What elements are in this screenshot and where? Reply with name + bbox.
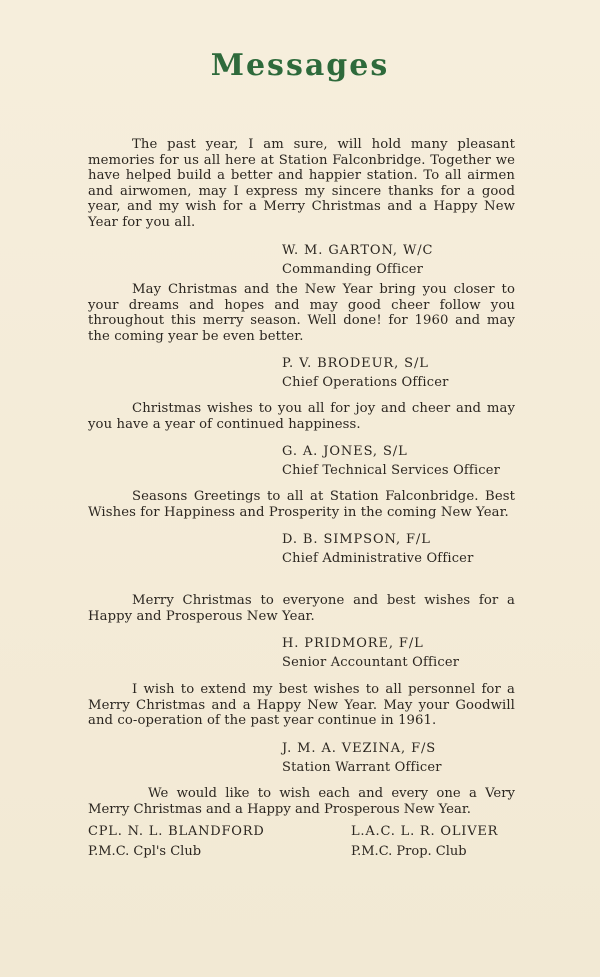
signature xyxy=(282,241,515,279)
signature-role: P.M.C. Cpl's Club xyxy=(88,844,202,859)
signature xyxy=(282,634,515,672)
signature-name: G. A. JONES, S/L xyxy=(282,444,408,460)
signature-name: L.A.C. L. R. OLIVER xyxy=(351,824,499,839)
signature-role: Chief Technical Services Officer xyxy=(282,463,501,479)
footer-signature-left xyxy=(88,822,265,862)
footer-signature-right xyxy=(351,822,498,862)
signature xyxy=(282,354,515,392)
final-message: We would like to wish each and every one a Very Merry Christmas and a Happy and Prosperous New Year. xyxy=(88,786,515,817)
signature-role: P.M.C. Prop. Club xyxy=(351,844,467,859)
signature-role: Station Warrant Officer xyxy=(282,759,442,775)
signature-name: D. B. SIMPSON, F/L xyxy=(282,532,431,548)
message-text: Merry Christmas to everyone and best wishes for a Happy and Prosperous New Year. xyxy=(88,593,515,624)
page-title: Messages xyxy=(210,48,390,83)
message-1 xyxy=(88,137,515,279)
message-text: Christmas wishes to you all for joy and cheer and may you have a year of continued happiness. xyxy=(88,401,515,432)
message-4 xyxy=(88,489,515,568)
signature-name: W. M. GARTON, W/C xyxy=(282,242,434,258)
message-text: May Christmas and the New Year bring you closer to your dreams and hopes and may good cheer follow you throughout this merry season. Well done! for 1960 and may the coming year be even better. xyxy=(88,282,515,344)
message-5 xyxy=(88,593,515,672)
message-6 xyxy=(88,682,515,777)
message-text: I wish to extend my best wishes to all personnel for a Merry Christmas and a Happy New Year. May your Goodwill and co-operation of the past year continue in 1961. xyxy=(88,682,515,729)
signature-role: Senior Accountant Officer xyxy=(282,655,460,671)
signature-name: H. PRIDMORE, F/L xyxy=(282,636,424,652)
signature-role: Commanding Officer xyxy=(282,261,424,277)
signature-name: P. V. BRODEUR, S/L xyxy=(282,356,429,372)
signature-role: Chief Administrative Officer xyxy=(282,551,474,567)
signature-name: CPL. N. L. BLANDFORD xyxy=(88,824,265,839)
message-2 xyxy=(88,282,515,392)
message-3 xyxy=(88,401,515,480)
message-text: The past year, I am sure, will hold many pleasant memories for us all here at Station Falconbridge. Together we have helped build a better and happier station. To all airmen and airwomen, may I express my sincere thanks for a good year, and my wish for a Merry Christmas and a Happy New Year for you all. xyxy=(88,137,515,230)
signature xyxy=(282,530,515,568)
signature xyxy=(282,442,515,480)
signature xyxy=(282,739,515,777)
signature-role: Chief Operations Officer xyxy=(282,375,449,391)
signature-name: J. M. A. VEZINA, F/S xyxy=(282,740,437,756)
message-text: Seasons Greetings to all at Station Falconbridge. Best Wishes for Happiness and Prosperity in the coming New Year. xyxy=(88,489,515,520)
